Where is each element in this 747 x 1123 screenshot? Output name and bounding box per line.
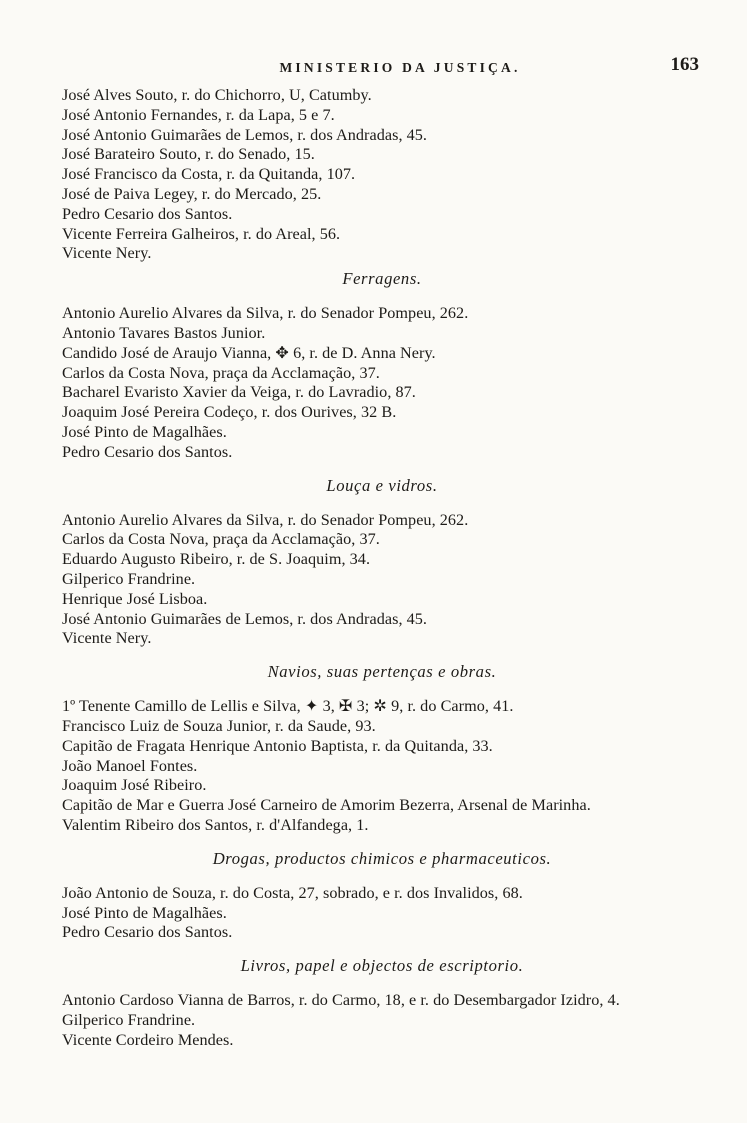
section-ferragens — [62, 268, 702, 462]
list-entry: Pedro Cesario dos Santos. — [62, 923, 233, 942]
list-entry: José Antonio Fernandes, r. da Lapa, 5 e 7. — [62, 105, 335, 124]
list-entry: Joaquim José Ribeiro. — [62, 776, 207, 795]
list-entry: José Barateiro Souto, r. do Senado, 15. — [62, 145, 315, 164]
list-entry: Antonio Tavares Bastos Junior. — [62, 323, 266, 342]
list-entry: Gilperico Frandrine. — [62, 1010, 196, 1029]
list-entry: Gilperico Frandrine. — [62, 569, 196, 588]
list-entry: Bacharel Evaristo Xavier da Veiga, r. do Lavradio, 87. — [62, 383, 416, 402]
list-entry: Candido José de Araujo Vianna, ✥ 6, r. de D. Anna Nery. — [62, 343, 436, 362]
section-drogas — [62, 848, 702, 943]
list-entry: João Antonio de Souza, r. do Costa, 27, sobrado, e r. dos Invalidos, 68. — [62, 883, 523, 902]
list-entry: José Francisco da Costa, r. da Quitanda, 107. — [62, 165, 356, 184]
list-entry: José Antonio Guimarães de Lemos, r. dos Andradas, 45. — [62, 125, 428, 144]
list-entry: Capitão de Mar e Guerra José Carneiro de Amorim Bezerra, Arsenal de Marinha. — [62, 796, 591, 815]
list-entry: Francisco Luiz de Souza Junior, r. da Saude, 93. — [62, 716, 376, 735]
list-entry: João Manoel Fontes. — [62, 756, 198, 775]
section-title: Livros, papel e objectos de escriptorio. — [240, 956, 524, 976]
section-navios — [62, 661, 702, 836]
page-content — [62, 86, 702, 1050]
list-entry: Capitão de Fragata Henrique Antonio Baptista, r. da Quitanda, 33. — [62, 736, 493, 755]
section-continuation — [62, 86, 702, 264]
list-entry: Carlos da Costa Nova, praça da Acclamação, 37. — [62, 363, 380, 382]
list-entry: José de Paiva Legey, r. do Mercado, 25. — [62, 184, 322, 203]
section-title: Navios, suas pertenças e obras. — [267, 662, 497, 682]
list-entry: Antonio Aurelio Alvares da Silva, r. do Senador Pompeu, 262. — [62, 304, 469, 323]
page-number: 163 — [670, 54, 699, 75]
running-title: MINISTERIO DA JUSTIÇA. — [279, 60, 521, 75]
list-entry: Antonio Cardoso Vianna de Barros, r. do Carmo, 18, e r. do Desembargador Izidro, 4. — [62, 991, 620, 1010]
list-entry: Pedro Cesario dos Santos. — [62, 204, 233, 223]
list-entry: Pedro Cesario dos Santos. — [62, 442, 233, 461]
list-entry: Carlos da Costa Nova, praça da Acclamação, 37. — [62, 530, 380, 549]
list-entry: José Pinto de Magalhães. — [62, 422, 227, 441]
list-entry: 1º Tenente Camillo de Lellis e Silva, ✦ 3, ✠ 3; ✲ 9, r. do Carmo, 41. — [62, 697, 514, 716]
list-entry: José Pinto de Magalhães. — [62, 903, 227, 922]
section-livros — [62, 955, 702, 1050]
list-entry: José Alves Souto, r. do Chichorro, U, Catumby. — [62, 86, 372, 104]
list-entry: Vicente Cordeiro Mendes. — [62, 1030, 234, 1049]
list-entry: Antonio Aurelio Alvares da Silva, r. do Senador Pompeu, 262. — [62, 510, 469, 529]
list-entry: Vicente Nery. — [62, 629, 152, 648]
section-title: Ferragens. — [342, 269, 422, 289]
list-entry: José Antonio Guimarães de Lemos, r. dos Andradas, 45. — [62, 609, 428, 628]
section-title: Drogas, productos chimicos e pharmaceuticos. — [212, 848, 552, 868]
section-louca-vidros — [62, 475, 702, 650]
list-entry: Vicente Nery. — [62, 244, 152, 263]
list-entry: Joaquim José Pereira Codeço, r. dos Ourives, 32 B. — [62, 403, 397, 422]
page-header — [0, 54, 747, 82]
list-entry: Eduardo Augusto Ribeiro, r. de S. Joaquim, 34. — [62, 550, 371, 569]
list-entry: Henrique José Lisboa. — [62, 589, 208, 608]
section-title: Louça e vidros. — [326, 475, 438, 495]
list-entry: Valentim Ribeiro dos Santos, r. d'Alfandega, 1. — [62, 815, 369, 834]
list-entry: Vicente Ferreira Galheiros, r. do Areal, 56. — [62, 224, 341, 243]
